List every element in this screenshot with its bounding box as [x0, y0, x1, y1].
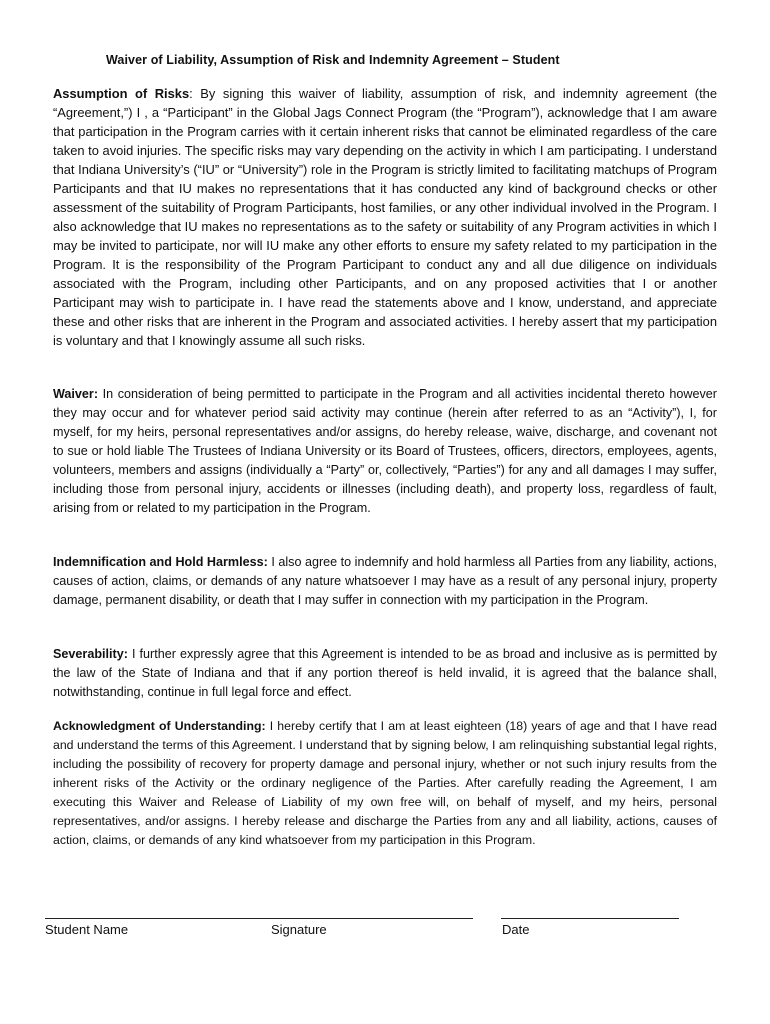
student-name-label: Student Name [45, 922, 129, 937]
date-label: Date [502, 922, 530, 937]
section-acknowledgment [53, 717, 717, 850]
section-body-acknowledgment: I hereby certify that I am at least eighteen (18) years of age and that I have read and understand the terms of this Agreement. I understand that by signing below, I am relinquishing substantial legal rights, including the possibility of recovery for property damage and personal injury, whether or not such injury results from the inherent risks of the Activity or the ordinary negligence of the Parties. After carefully reading the Agreement, I am executing this Waiver and Release of Liability of my own free will, on behalf of myself, and my heirs, personal representatives, and/or assigns. I hereby release and discharge the Parties from any and all liability, actions, causes of action, claims, or demands of any kind whatsoever from my participation in this Program. [53, 719, 717, 847]
section-heading-assumption-of-risks: Assumption of Risks [53, 86, 190, 101]
section-heading-acknowledgment: Acknowledgment of Understanding: [53, 719, 266, 733]
section-heading-waiver: Waiver: [53, 387, 99, 401]
document-title: Waiver of Liability, Assumption of Risk and Indemnity Agreement – Student [106, 53, 560, 67]
section-body-assumption-of-risks: : By signing this waiver of liability, assumption of risk, and indemnity agreement (the “Agreement,”) I , a “Participant” in the Global Jags Connect Program (the “Program”), acknowledge that I am aware that participation in the Program carries with it certain inherent risks that cannot be eliminated regardless of the care taken to avoid injuries. The specific risks may vary depending on the activity in which I am participating. I understand that Indiana University’s (“IU” or “University”) role in the Program is strictly limited to facilitating matchups of Program Participants and that IU makes no representations that it has conducted any kind of background checks or other assessment of the suitability of Program Participants, host families, or any other individual involved in the Program. I also acknowledge that IU makes no representations as to the safety or suitability of any Program activities in which I may be invited to participate, nor will IU make any other efforts to ensure my safety related to my participation in the Program. It is the responsibility of the Program Participant to conduct any and all due diligence on individuals associated with the Program, including other Participants, and on any proposed activities that I or another Participant may wish to participate in. I have read the statements above and I know, understand, and appreciate these and other risks that are inherent in the Program and associated activities. I hereby assert that my participation is voluntary and that I knowingly assume all such risks. [53, 86, 717, 348]
section-body-indemnification: I also agree to indemnify and hold harmless all Parties from any liability, actions, causes of action, claims, or demands of any nature whatsoever I may have as a result of any personal injury, property damage, permanent disability, or death that I may suffer in connection with my participation in the Program. [53, 555, 718, 607]
section-severability [53, 645, 717, 702]
date-line[interactable] [501, 918, 679, 919]
section-heading-indemnification: Indemnification and Hold Harmless: [53, 555, 268, 569]
student-name-signature-line[interactable] [45, 918, 473, 919]
section-assumption-of-risks [53, 84, 717, 350]
section-waiver [53, 385, 717, 518]
signature-label: Signature [271, 922, 327, 937]
section-indemnification [53, 553, 717, 610]
section-body-waiver: In consideration of being permitted to participate in the Program and all activities incidental thereto however they may occur and for whatever period said activity may continue (herein after referred to as an “Activity”), I, for myself, for my heirs, personal representatives and/or assigns, do hereby release, waive, discharge, and covenant not to sue or hold liable The Trustees of Indiana University or its Board of Trustees, officers, directors, employees, agents, volunteers, members and assigns (individually a “Party” or, collectively, “Parties”) for any and all damages I may suffer, including those from personal injury, accidents or illnesses (including death), and property loss, regardless of fault, arising from or related to my participation in the Program. [53, 387, 717, 515]
section-body-severability: I further expressly agree that this Agreement is intended to be as broad and inclusive as is permitted by the law of the State of Indiana and that if any portion thereof is held invalid, it is agreed that the balance shall, notwithstanding, continue in full legal force and effect. [53, 647, 717, 699]
section-heading-severability: Severability: [53, 647, 128, 661]
